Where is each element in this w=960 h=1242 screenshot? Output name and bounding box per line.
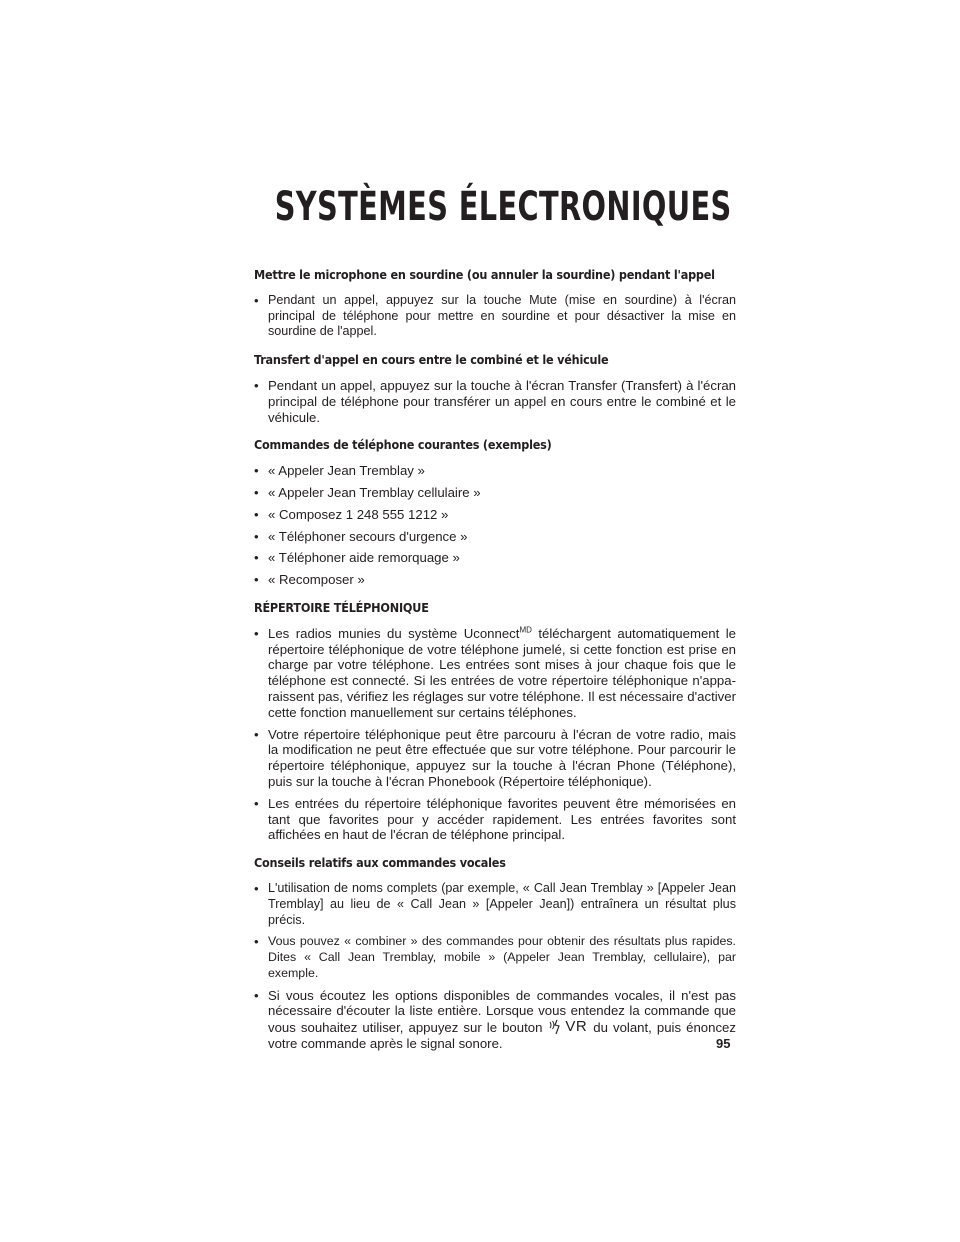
section-heading-voice-tips: Conseils relatifs aux commandes vocales	[254, 856, 506, 872]
list-item: • « Téléphoner secours d'urgence »	[254, 529, 736, 545]
list-item: • Pendant un appel, appuyez sur la touche Mute (mise en sourdine) à l'écran principal de téléphone pour mettre en sourdine et pour désactiver la mise en sourdine de l'appel.	[254, 293, 736, 340]
section-heading-phonebook: RÉPERTOIRE TÉLÉPHONIQUE	[254, 600, 429, 616]
list-item: • Les entrées du répertoire téléphonique favorites peuvent être mémorisées en tant que favorites pour y accéder rapidement. Les entrées favorites sont affichées en haut de l'écran de téléphone principal.	[254, 796, 736, 843]
section-heading-commands: Commandes de téléphone courantes (exemples)	[254, 438, 552, 454]
voice-recognition-icon	[548, 1019, 587, 1035]
voice-tips-bullets	[254, 881, 736, 1052]
section-heading-mute: Mettre le microphone en sourdine (ou annuler la sourdine) pendant l'appel	[254, 268, 715, 283]
list-item: • « Appeler Jean Tremblay cellulaire »	[254, 485, 736, 501]
page-title: SYSTÈMES ÉLECTRONIQUES	[275, 184, 732, 230]
section-heading-transfer: Transfert d'appel en cours entre le combiné et le véhicule	[254, 353, 609, 369]
list-item: • « Appeler Jean Tremblay »	[254, 463, 736, 479]
list-item: • Pendant un appel, appuyez sur la touche à l'écran Transfer (Transfert) à l'écran principal de téléphone pour transférer un appel en cours entre le combiné et le véhicule.	[254, 378, 736, 425]
list-item: • Vous pouvez « combiner » des commandes pour obtenir des résultats plus rapides. Dites « Call Jean Tremblay, mobile » (Appeler Jean Tremblay, cellulaire), par exemple.	[254, 934, 736, 981]
list-item: • « Téléphoner aide remorquage »	[254, 550, 736, 566]
trademark-superscript: MD	[519, 625, 532, 635]
vr-label: VR	[565, 1018, 588, 1036]
list-item: • « Recomposer »	[254, 572, 736, 588]
list-item: • Votre répertoire téléphonique peut être parcouru à l'écran de votre radio, mais la modification ne peut être effectuée que sur votre téléphone. Pour parcourir le répertoire téléphonique, appuyez sur la touche à l'écran Phone (Téléphone), puis sur la touche à l'écran Phonebook (Répertoire téléphonique).	[254, 727, 736, 790]
phonebook-bullets	[254, 626, 736, 843]
list-item: • Les radios munies du système Uconnect$^{MD}$ téléchargent automatiquement le répertoire téléphonique de votre téléphone jumelé, si cette fonction est prise en charge par votre téléphone. Les entrées sont mises à jour chaque fois que le téléphone est connecté. Si les entrées de votre répertoire téléphonique n'appa-raissent pas, vérifiez les réglages sur votre téléphone. Il est nécessaire d'activer cette fonction manuellement sur certains téléphones.	[254, 626, 736, 721]
page-content	[254, 268, 736, 1065]
list-item: • « Composez 1 248 555 1212 »	[254, 507, 736, 523]
transfer-bullets	[254, 378, 736, 425]
commands-bullets	[254, 463, 736, 588]
page-number: 95	[716, 1036, 731, 1051]
list-item: • L'utilisation de noms complets (par exemple, « Call Jean Tremblay » [Appeler Jean Tremblay] au lieu de « Call Jean » [Appeler Jean]) entraînera un résultat plus précis.	[254, 881, 736, 928]
list-item: • Si vous écoutez les options disponibles de commandes vocales, il n'est pas nécessaire d'écouter la liste entière. Lorsque vous entendez la commande que vous souhaitez utiliser, appuyez sur le bouton VR du volant, puis énoncez votre commande après le signal sonore.	[254, 988, 736, 1052]
mute-bullets	[254, 293, 736, 340]
